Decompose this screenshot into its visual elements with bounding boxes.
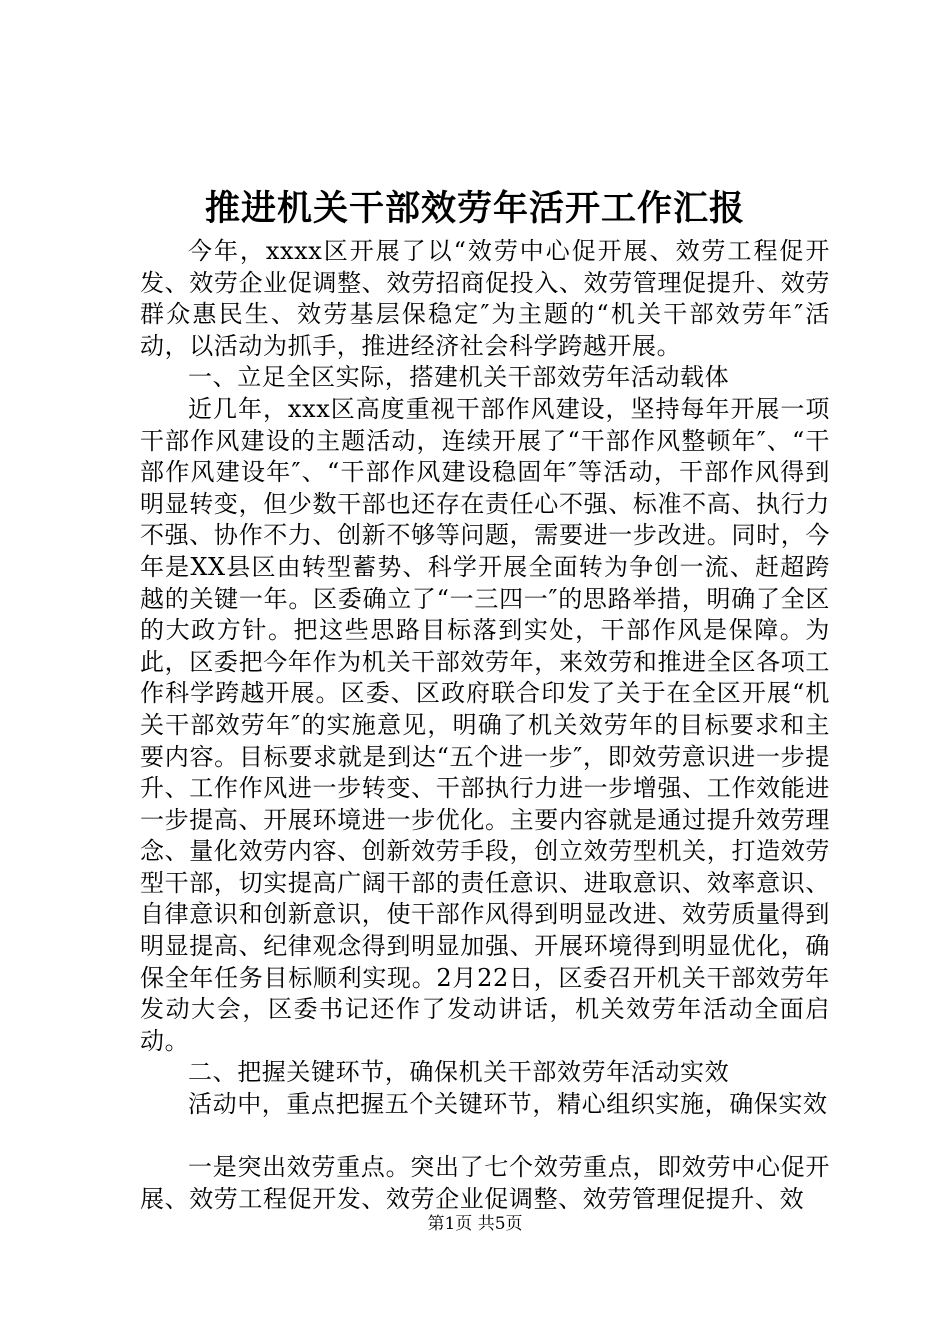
paragraph-intro: 今年，xxxx区开展了以“效劳中心促开展、效劳工程促开发、效劳企业促调整、效劳招商促投入、效劳管理促提升、效劳群众惠民生、效劳基层保稳定″为主题的“机关干部效劳年″活动，以活动为抓手，推进经济社会科学跨越开展。 xyxy=(140,237,830,360)
paragraph-point-1: 一是突出效劳重点。突出了七个效劳重点，即效劳中心促开展、效劳工程促开发、效劳企业促调整、效劳管理促提升、效 xyxy=(140,1153,830,1213)
section-heading-1: 一、立足全区实际，搭建机关干部效劳年活动载体 xyxy=(188,363,730,392)
document-body xyxy=(140,236,830,1215)
paragraph-section-1: 近几年，xxx区高度重视干部作风建设，坚持每年开展一项干部作风建设的主题活动，连续开展了“干部作风整顿年″、“干部作风建设年″、“干部作风建设稳固年″等活动，干部作风得到明显转变，但少数干部也还存在责任心不强、标准不高、执行力不强、协作不力、创新不够等问题，需要进一步改进。同时，今年是XX县区由转型蓄势、科学开展全面转为争创一流、赶超跨越的关键一年。区委确立了“一三四一″的思路举措，明确了全区的大政方针。把这些思路目标落到实处，干部作风是保障。为此，区委把今年作为机关干部效劳年，来效劳和推进全区各项工作科学跨越开展。区委、区政府联合印发了关于在全区开展“机关干部效劳年″的实施意见，明确了机关效劳年的目标要求和主要内容。目标要求就是到达“五个进一步″，即效劳意识进一步提升、工作作风进一步转变、干部执行力进一步增强、工作效能进一步提高、开展环境进一步优化。主要内容就是通过提升效劳理念、量化效劳内容、创新效劳手段，创立效劳型机关，打造效劳型干部，切实提高广阔干部的责任意识、进取意识、效率意识、自律意识和创新意识，使干部作风得到明显改进、效劳质量得到明显提高、纪律观念得到明显加强、开展环境得到明显优化，确保全年任务目标顺利实现。2月22日，区委召开机关干部效劳年发动大会，区委书记还作了发动讲话，机关效劳年活动全面启动。 xyxy=(140,394,830,1055)
section-heading-2: 二、把握关键环节，确保机关干部效劳年活动实效 xyxy=(188,1058,730,1087)
document-title: 推进机关干部效劳年活开工作汇报 xyxy=(204,188,745,229)
paragraph-section-2-intro: 活动中，重点把握五个关键环节，精心组织实施，确保实效 xyxy=(188,1090,828,1119)
page-footer: 第1页 共5页 xyxy=(427,1214,523,1234)
